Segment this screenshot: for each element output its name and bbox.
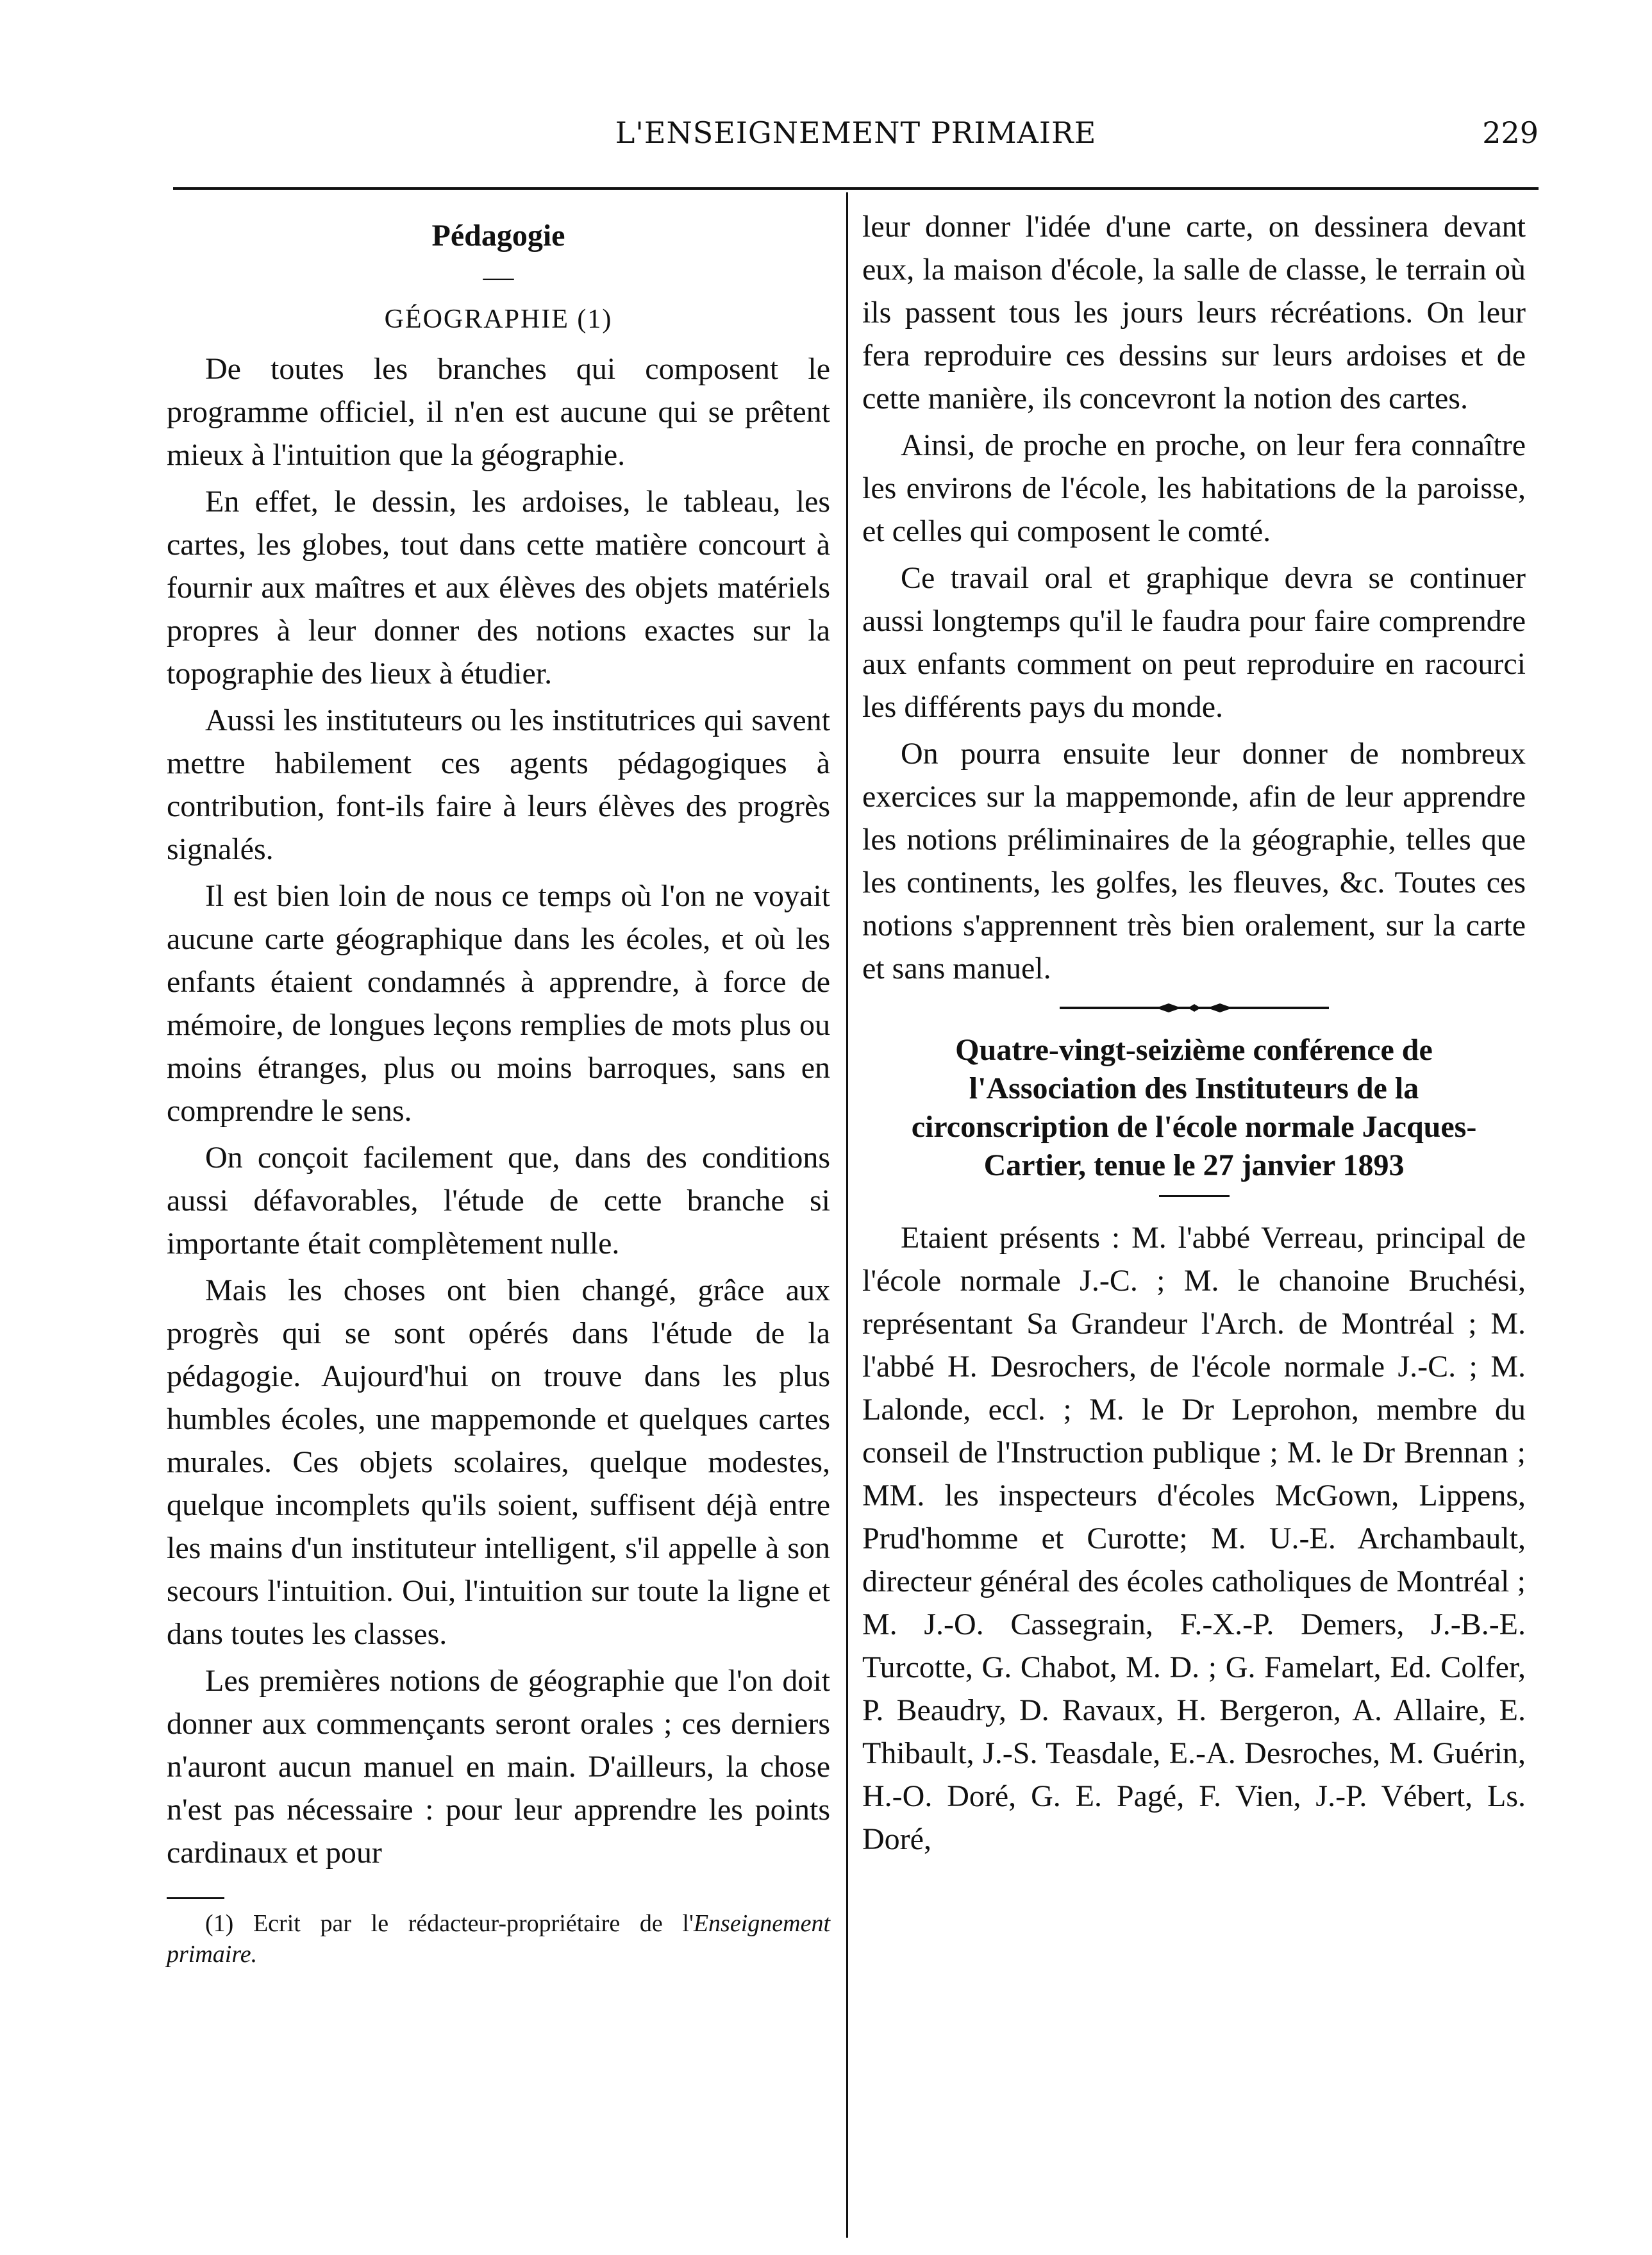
attendance-paragraph: Etaient présents : M. l'abbé Verreau, principal de l'école normale J.-C. ; M. le chanoine Bruchési, représentant Sa Grandeur l'Arch. de Montréal ; M. l'abbé H. Desrochers, de l'école normale J.-C. ; M. Lalonde, eccl. ; M. le Dr Leprohon, membre du conseil de l'Instruction publique ; M. le Dr Brennan ; MM. les inspecteurs d'écoles McGown, Lippens, Prud'homme et Curotte; M. U.-E. Archambault, directeur général des écoles catholiques de Montréal ; M. J.-O. Cassegrain, F.-X.-P. Demers, J.-B.-E. Turcotte, G. Chabot, M. D. ; G. Famelart, Ed. Colfer, P. Beaudry, D. Ravaux, H. Bergeron, A. Allaire, E. Thibault, J.-S. Teasdale, E.-A. Desroches, M. Guérin, H.-O. Doré, G. E. Pagé, F. Vien, J.-P. Vébert, Ls. Doré, xyxy=(862,1221,1526,1856)
footnote-italic: Enseignement primaire. xyxy=(167,1910,830,1968)
article-subtitle: GÉOGRAPHIE (1) xyxy=(384,305,613,334)
page-number: 229 xyxy=(1482,115,1539,150)
left-column xyxy=(167,205,830,1974)
paragraph: Les premières notions de géographie que l'on doit donner aux commençants seront orales ; ces derniers n'auront aucun manuel en main. D'ailleurs, la chose n'est pas nécessaire : pour leur apprendre les points cardinaux et pour xyxy=(167,1664,830,1870)
paragraph: Ainsi, de proche en proche, on leur fera connaître les environs de l'école, les habitations de la paroisse, et celles qui composent le comté. xyxy=(862,428,1526,548)
section-title: Pédagogie xyxy=(431,219,565,253)
page-header xyxy=(173,115,1539,167)
conference-heading: Quatre-vingt-seizième conférence de l'Association des Instituteurs de la circonscription de l'école normale Jacques-Cartier, tenue le 27 janvier 1893 xyxy=(911,1033,1477,1182)
paragraph: On pourra ensuite leur donner de nombreux exercices sur la mappemonde, afin de leur apprendre les notions préliminaires de la géographie, telles que les continents, les golfes, les fleuves, &c. Toutes ces notions s'apprennent très bien oralement, sur la carte et sans manuel. xyxy=(862,737,1526,985)
header-rule xyxy=(173,187,1539,190)
heading-rule xyxy=(1159,1195,1230,1197)
paragraph: Il est bien loin de nous ce temps où l'on ne voyait aucune carte géographique dans les écoles, et où les enfants étaient condamnés à apprendre, à force de mémoire, de longues leçons remplies de mots plus ou moins étranges, plus ou moins barroques, sans en comprendre le sens. xyxy=(167,879,830,1128)
footnote-text: (1) Ecrit par le rédacteur-propriétaire de l' xyxy=(205,1910,694,1937)
paragraph: Aussi les instituteurs ou les institutrices qui savent mettre habilement ces agents pédagogiques à contribution, font-ils faire à leurs élèves des progrès signalés. xyxy=(167,703,830,866)
paragraph: Ce travail oral et graphique devra se continuer aussi longtemps qu'il le faudra pour faire comprendre aux enfants comment on peut reproduire en racourci les différents pays du monde. xyxy=(862,561,1526,724)
title-dash: — xyxy=(483,260,514,294)
running-title: L'ENSEIGNEMENT PRIMAIRE xyxy=(615,115,1097,150)
footnote xyxy=(167,1908,830,1970)
paragraph: De toutes les branches qui composent le programme officiel, il n'en est aucune qui se prêtent mieux à l'intuition que la géographie. xyxy=(167,352,830,472)
ornament-divider xyxy=(1060,1002,1329,1014)
footnote-rule xyxy=(167,1897,224,1899)
column-divider xyxy=(846,192,848,2238)
paragraph: On conçoit facilement que, dans des conditions aussi défavorables, l'étude de cette branche si importante était complètement nulle. xyxy=(167,1141,830,1261)
paragraph: Mais les choses ont bien changé, grâce aux progrès qui se sont opérés dans l'étude de la pédagogie. Aujourd'hui on trouve dans les plus humbles écoles, une mappemonde et quelques cartes murales. Ces objets scolaires, quelque modestes, quelque incomplets qu'ils soient, suffisent déjà entre les mains d'un instituteur intelligent, s'il appelle à son secours l'intuition. Oui, l'intuition sur toute la ligne et dans toutes les classes. xyxy=(167,1273,830,1651)
paragraph: leur donner l'idée d'une carte, on dessinera devant eux, la maison d'école, la salle de classe, le terrain où ils passent tous les jours leurs récréations. On leur fera reproduire ces dessins sur leurs ardoises et de cette manière, ils concevront la notion des cartes. xyxy=(862,210,1526,415)
right-column xyxy=(862,205,1526,1865)
paragraph: En effet, le dessin, les ardoises, le tableau, les cartes, les globes, tout dans cette matière concourt à fournir aux maîtres et aux élèves des objets matériels propres à leur donner des notions exactes sur la topographie des lieux à étudier. xyxy=(167,485,830,691)
